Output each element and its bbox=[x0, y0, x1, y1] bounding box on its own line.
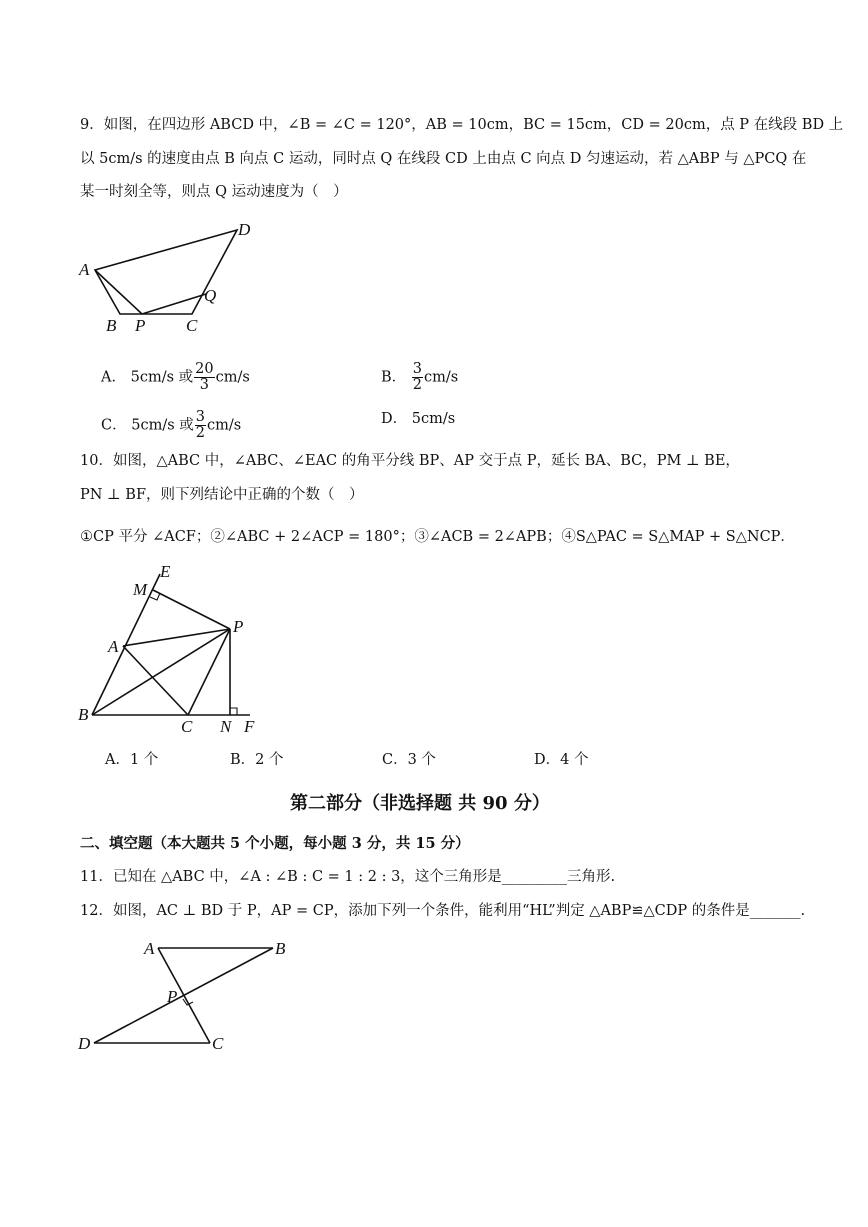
q10-label-f: F bbox=[244, 717, 255, 736]
part-two-title: 第二部分（非选择题 共 90 分） bbox=[290, 793, 550, 814]
q9-segment-pq bbox=[142, 294, 206, 314]
q10-segment-ac bbox=[123, 646, 188, 715]
q9-option-a-fraction: $\frac{20}{3}$ bbox=[195, 361, 214, 393]
q12-segment-db bbox=[94, 948, 273, 1043]
q9-line-1: 9．如图，在四边形 ABCD 中，∠B = ∠C = 120°，AB = 10cm，BC = 15cm，CD = 20cm，点 P 在线段 BD 上 bbox=[80, 117, 844, 133]
q9-option-c-fraction: $\frac{3}{2}$ bbox=[195, 409, 205, 441]
q9-line-3: 某一时刻全等，则点 Q 运动速度为（ ） bbox=[80, 184, 348, 200]
q9-option-d[interactable]: D． 5cm/s bbox=[381, 411, 456, 427]
q9-label-q: Q bbox=[204, 286, 217, 305]
q9-segment-ap bbox=[95, 270, 142, 314]
q10-option-a[interactable]: A．1 个 bbox=[105, 752, 159, 768]
q9-option-c[interactable]: C． 5cm/s 或 $\frac{3}{2}$ cm/s bbox=[101, 409, 242, 441]
q9-label-p: P bbox=[135, 316, 146, 335]
q10-label-b: B bbox=[78, 705, 89, 724]
q9-option-a[interactable]: A． 5cm/s 或 $\frac{20}{3}$ cm/s bbox=[101, 361, 250, 393]
q12-label-d: D bbox=[78, 1034, 91, 1053]
q12-label-p: P bbox=[167, 987, 178, 1006]
q10-right-angle-n bbox=[230, 708, 237, 715]
q9-figure bbox=[70, 215, 270, 340]
q12-figure bbox=[70, 932, 300, 1057]
q10-label-e: E bbox=[160, 562, 171, 581]
q10-line-3: ①CP 平分 ∠ACF；②∠ABC + 2∠ACP = 180°；③∠ACB = 2∠APB；④S△PAC = S△MAP + S△NCP． bbox=[80, 529, 795, 545]
q12-text: 12．如图，AC ⊥ BD 于 P，AP = CP，添加下列一个条件，能利用“HL”判定 △ABP≌△CDP 的条件是_______. bbox=[80, 903, 806, 919]
scan-dot: · bbox=[590, 103, 592, 108]
q9-option-b-fraction: $\frac{3}{2}$ bbox=[412, 361, 422, 393]
q12-label-b: B bbox=[275, 939, 286, 958]
q10-line-2: PN ⊥ BF，则下列结论中正确的个数（ ） bbox=[80, 487, 364, 503]
q10-label-n: N bbox=[220, 717, 232, 736]
q12-label-a: A bbox=[144, 939, 155, 958]
q10-label-c: C bbox=[181, 717, 193, 736]
q9-label-c: C bbox=[186, 316, 198, 335]
q10-segment-pm bbox=[153, 590, 230, 629]
q12-label-c: C bbox=[212, 1034, 224, 1053]
q10-line-1: 10．如图，△ABC 中，∠ABC、∠EAC 的角平分线 BP、AP 交于点 P，延长 BA、BC，PM ⊥ BE， bbox=[80, 453, 740, 469]
q10-right-angle-m bbox=[150, 593, 160, 600]
q10-option-b[interactable]: B．2 个 bbox=[230, 752, 284, 768]
q9-label-d: D bbox=[238, 220, 251, 239]
q10-figure bbox=[70, 562, 270, 742]
q11-text: 11．已知在 △ABC 中，∠A : ∠B : C = 1 : 2 : 3，这个三角形是_________三角形. bbox=[80, 869, 616, 885]
q9-label-a: A bbox=[79, 260, 90, 279]
q10-label-a: A bbox=[108, 637, 119, 656]
q10-label-p: P bbox=[233, 617, 244, 636]
q10-segment-ap bbox=[123, 629, 230, 646]
q9-label-b: B bbox=[106, 316, 117, 335]
q10-option-c[interactable]: C．3 个 bbox=[382, 752, 436, 768]
q9-line-2: 以 5cm/s 的速度由点 B 向点 C 运动，同时点 Q 在线段 CD 上由点 C 向点 D 匀速运动，若 △ABP 与 △PCQ 在 bbox=[80, 151, 807, 167]
q9-option-b[interactable]: B． $\frac{3}{2}$ cm/s bbox=[381, 361, 459, 393]
q10-label-m: M bbox=[133, 580, 148, 599]
fill-in-section-heading: 二、填空题（本大题共 5 个小题，每小题 3 分，共 15 分） bbox=[80, 835, 470, 852]
q10-option-d[interactable]: D．4 个 bbox=[534, 752, 589, 768]
